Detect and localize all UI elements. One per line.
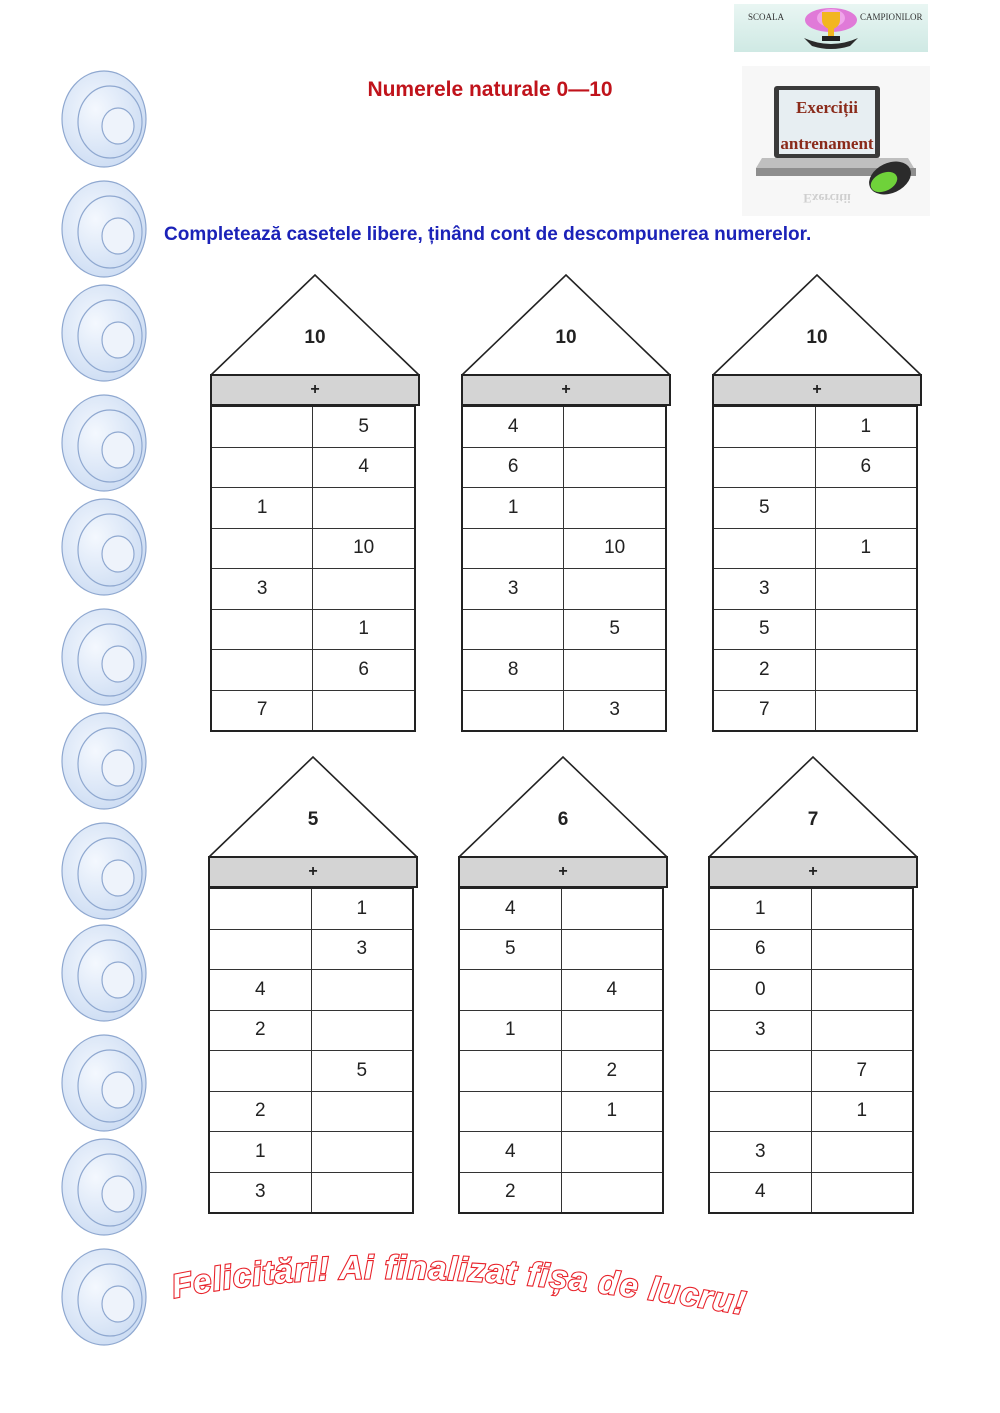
table-row	[713, 447, 917, 488]
given-number: 1	[311, 888, 413, 929]
plus-header: +	[461, 374, 671, 406]
answer-box[interactable]	[209, 929, 311, 970]
table-row	[462, 569, 666, 610]
answer-box[interactable]	[713, 528, 815, 569]
school-logo	[734, 4, 928, 52]
table-row	[462, 609, 666, 650]
given-number: 6	[313, 650, 415, 691]
given-number: 7	[713, 690, 815, 731]
table-row	[462, 528, 666, 569]
table-row	[211, 447, 415, 488]
given-number: 2	[713, 650, 815, 691]
answer-box[interactable]	[459, 1091, 561, 1132]
table-row	[459, 1132, 663, 1173]
house-roof	[208, 756, 418, 858]
binder-ring-icon	[60, 178, 152, 280]
answer-box[interactable]	[313, 690, 415, 731]
logo-right-text: CAMPIONILOR	[860, 12, 923, 22]
given-number: 2	[209, 1010, 311, 1051]
answer-box[interactable]	[811, 1132, 913, 1173]
table-row	[713, 406, 917, 447]
binder-ring-icon	[60, 1246, 152, 1348]
table-row	[462, 488, 666, 529]
answer-box[interactable]	[815, 609, 917, 650]
decomposition-table	[458, 887, 664, 1214]
table-row	[709, 1132, 913, 1173]
table-row	[459, 929, 663, 970]
given-number: 1	[561, 1091, 663, 1132]
decomposition-table	[461, 405, 667, 732]
table-row	[211, 406, 415, 447]
given-number: 5	[713, 609, 815, 650]
binder-ring-icon	[60, 282, 152, 384]
given-number: 1	[709, 888, 811, 929]
answer-box[interactable]	[811, 1172, 913, 1213]
table-row	[462, 406, 666, 447]
table-row	[211, 690, 415, 731]
given-number: 6	[462, 447, 564, 488]
table-row	[462, 650, 666, 691]
answer-box[interactable]	[811, 929, 913, 970]
plus-header: +	[210, 374, 420, 406]
given-number: 1	[313, 609, 415, 650]
decomposition-table	[208, 887, 414, 1214]
table-row	[709, 888, 913, 929]
given-number: 1	[459, 1010, 561, 1051]
given-number: 4	[209, 970, 311, 1011]
answer-box[interactable]	[311, 970, 413, 1011]
given-number: 3	[564, 690, 666, 731]
given-number: 2	[561, 1051, 663, 1092]
table-row	[209, 1172, 413, 1213]
given-number: 2	[459, 1172, 561, 1213]
answer-box[interactable]	[561, 888, 663, 929]
given-number: 10	[313, 528, 415, 569]
plus-header: +	[712, 374, 922, 406]
table-row	[713, 650, 917, 691]
given-number: 5	[459, 929, 561, 970]
page-title: Numerele naturale 0—10	[367, 78, 613, 101]
congrats-banner	[168, 1238, 938, 1348]
table-row	[709, 970, 913, 1011]
given-number: 4	[561, 970, 663, 1011]
answer-box[interactable]	[211, 650, 313, 691]
answer-box[interactable]	[564, 447, 666, 488]
table-row	[713, 528, 917, 569]
table-row	[211, 650, 415, 691]
answer-box[interactable]	[561, 1010, 663, 1051]
answer-box[interactable]	[209, 1051, 311, 1092]
binder-ring-icon	[60, 922, 152, 1024]
table-row	[209, 1091, 413, 1132]
table-row	[709, 1010, 913, 1051]
answer-box[interactable]	[811, 888, 913, 929]
answer-box[interactable]	[561, 1132, 663, 1173]
table-row	[209, 1132, 413, 1173]
answer-box[interactable]	[564, 406, 666, 447]
answer-box[interactable]	[815, 650, 917, 691]
decomposition-table	[708, 887, 914, 1214]
instruction-text: Completează casetele libere, ținând cont de descompunerea numerelor.	[164, 224, 812, 245]
answer-box[interactable]	[815, 569, 917, 610]
table-row	[709, 1091, 913, 1132]
table-row	[209, 888, 413, 929]
given-number: 4	[459, 1132, 561, 1173]
answer-box[interactable]	[211, 528, 313, 569]
binder-ring-icon	[60, 1136, 152, 1238]
answer-box[interactable]	[709, 1051, 811, 1092]
table-row	[713, 609, 917, 650]
given-number: 5	[713, 488, 815, 529]
roof-number: 7	[807, 809, 819, 830]
answer-box[interactable]	[815, 488, 917, 529]
table-row	[709, 929, 913, 970]
table-row	[209, 970, 413, 1011]
given-number: 3	[211, 569, 313, 610]
given-number: 1	[209, 1132, 311, 1173]
badge-line2: antrenament	[780, 134, 874, 153]
binder-ring-icon	[60, 606, 152, 708]
given-number: 3	[709, 1132, 811, 1173]
given-number: 5	[564, 609, 666, 650]
table-row	[713, 690, 917, 731]
table-row	[209, 929, 413, 970]
answer-box[interactable]	[709, 1091, 811, 1132]
answer-box[interactable]	[561, 1172, 663, 1213]
house-roof	[210, 274, 420, 376]
given-number: 3	[709, 1010, 811, 1051]
binder-ring-icon	[60, 392, 152, 494]
svg-text:Felicitări! Ai finalizat fișa	[168, 1248, 749, 1321]
table-row	[713, 488, 917, 529]
roof-number: 10	[806, 327, 828, 348]
table-row	[459, 970, 663, 1011]
roof-number: 6	[557, 809, 569, 830]
house-roof	[458, 756, 668, 858]
table-row	[709, 1172, 913, 1213]
table-row	[209, 1051, 413, 1092]
answer-box[interactable]	[313, 488, 415, 529]
table-row	[459, 1172, 663, 1213]
given-number: 4	[709, 1172, 811, 1213]
logo-left-text: SCOALA	[748, 12, 785, 22]
answer-box[interactable]	[811, 970, 913, 1011]
table-row	[462, 447, 666, 488]
given-number: 0	[709, 970, 811, 1011]
given-number: 7	[811, 1051, 913, 1092]
svg-text:Exercitii: Exercitii	[803, 191, 851, 206]
table-row	[459, 888, 663, 929]
roof-number: 5	[307, 809, 319, 830]
given-number: 2	[209, 1091, 311, 1132]
laptop-mouse-icon	[742, 66, 930, 216]
binder-ring-icon	[60, 496, 152, 598]
table-row	[709, 1051, 913, 1092]
answer-box[interactable]	[311, 1132, 413, 1173]
answer-box[interactable]	[564, 569, 666, 610]
given-number: 4	[313, 447, 415, 488]
given-number: 1	[211, 488, 313, 529]
given-number: 1	[815, 406, 917, 447]
binder-ring-icon	[60, 820, 152, 922]
congrats-text: Felicitări! Ai finalizat fișa de lucru!	[168, 1248, 750, 1322]
answer-box[interactable]	[209, 888, 311, 929]
answer-box[interactable]	[211, 609, 313, 650]
given-number: 8	[462, 650, 564, 691]
house-roof	[461, 274, 671, 376]
given-number: 3	[713, 569, 815, 610]
table-row	[459, 1010, 663, 1051]
binder-ring-icon	[60, 68, 152, 170]
given-number: 1	[462, 488, 564, 529]
binder-ring-icon	[60, 710, 152, 812]
decomposition-table	[210, 405, 416, 732]
house-roof	[708, 756, 918, 858]
table-row	[211, 609, 415, 650]
table-row	[713, 569, 917, 610]
given-number: 10	[564, 528, 666, 569]
given-number: 6	[709, 929, 811, 970]
given-number: 4	[462, 406, 564, 447]
given-number: 3	[462, 569, 564, 610]
answer-box[interactable]	[462, 609, 564, 650]
answer-box[interactable]	[564, 650, 666, 691]
table-row	[459, 1091, 663, 1132]
answer-box[interactable]	[311, 1172, 413, 1213]
table-row	[211, 488, 415, 529]
table-row	[209, 1010, 413, 1051]
given-number: 4	[459, 888, 561, 929]
answer-box[interactable]	[713, 447, 815, 488]
given-number: 1	[815, 528, 917, 569]
answer-box[interactable]	[561, 929, 663, 970]
answer-box[interactable]	[459, 1051, 561, 1092]
answer-box[interactable]	[462, 690, 564, 731]
given-number: 3	[209, 1172, 311, 1213]
answer-box[interactable]	[564, 488, 666, 529]
given-number: 3	[311, 929, 413, 970]
plus-header: +	[708, 856, 918, 888]
answer-box[interactable]	[211, 447, 313, 488]
given-number: 1	[811, 1091, 913, 1132]
answer-box[interactable]	[462, 528, 564, 569]
table-row	[211, 569, 415, 610]
roof-number: 10	[555, 327, 577, 348]
roof-number: 10	[304, 327, 326, 348]
plus-header: +	[458, 856, 668, 888]
given-number: 6	[815, 447, 917, 488]
given-number: 5	[313, 406, 415, 447]
answer-box[interactable]	[311, 1010, 413, 1051]
table-row	[459, 1051, 663, 1092]
badge-line1: Exerciții	[796, 98, 858, 117]
answer-box[interactable]	[815, 690, 917, 731]
decomposition-table	[712, 405, 918, 732]
given-number: 7	[211, 690, 313, 731]
given-number: 5	[311, 1051, 413, 1092]
plus-header: +	[208, 856, 418, 888]
answer-box[interactable]	[713, 406, 815, 447]
answer-box[interactable]	[811, 1010, 913, 1051]
house-roof	[712, 274, 922, 376]
answer-box[interactable]	[211, 406, 313, 447]
table-row	[211, 528, 415, 569]
table-row	[462, 690, 666, 731]
answer-box[interactable]	[311, 1091, 413, 1132]
answer-box[interactable]	[459, 970, 561, 1011]
answer-box[interactable]	[313, 569, 415, 610]
binder-ring-icon	[60, 1032, 152, 1134]
